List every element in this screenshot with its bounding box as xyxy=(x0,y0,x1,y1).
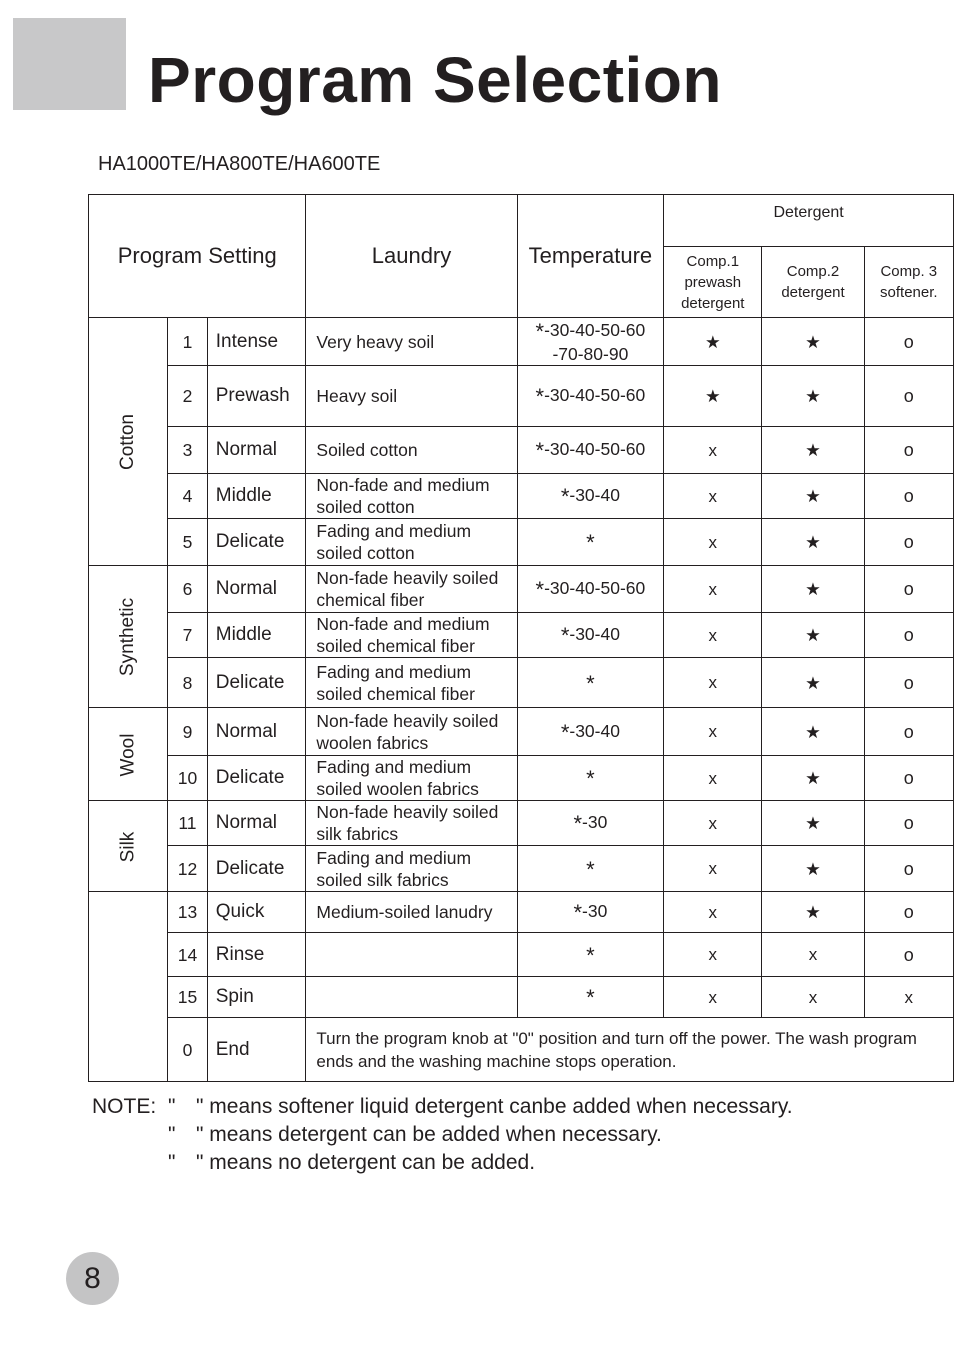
program-name: Delicate xyxy=(207,756,306,801)
comp3-cell xyxy=(864,427,953,474)
temperature-cell xyxy=(517,892,664,933)
header-comp2: Comp.2 detergent xyxy=(762,247,864,318)
header-gray-block xyxy=(13,18,126,110)
temperature-cell xyxy=(517,366,664,427)
comp1-cell xyxy=(664,474,762,519)
table-row-end xyxy=(89,1018,954,1082)
temperature-values: -30-40 xyxy=(569,720,620,741)
program-number: 10 xyxy=(168,756,208,801)
comp3-cell xyxy=(864,977,953,1018)
comp2-cell xyxy=(762,977,864,1018)
header-detergent: Detergent xyxy=(664,195,954,247)
laundry-cell: Non-fade and medium soiled cotton xyxy=(306,474,517,519)
circle-icon: o xyxy=(903,672,914,693)
program-name: Quick xyxy=(207,892,306,933)
program-number: 5 xyxy=(168,519,208,566)
temperature-cell xyxy=(517,756,664,801)
star-icon: ★ xyxy=(805,331,821,352)
program-name: Middle xyxy=(207,474,306,519)
comp1-cell xyxy=(664,846,762,892)
program-number: 11 xyxy=(168,801,208,846)
comp3-cell xyxy=(864,658,953,708)
x-mark-icon: x xyxy=(708,440,718,460)
star-icon: ★ xyxy=(805,625,821,645)
program-name: Delicate xyxy=(207,846,306,892)
category-cotton: Cotton xyxy=(89,318,168,566)
comp2-cell xyxy=(762,613,864,658)
comp3-cell xyxy=(864,519,953,566)
laundry-cell: Heavy soil xyxy=(306,366,517,427)
program-number: 6 xyxy=(168,566,208,613)
circle-icon: o xyxy=(903,331,914,352)
table-row xyxy=(89,474,954,519)
table-row xyxy=(89,801,954,846)
laundry-cell xyxy=(306,977,517,1018)
comp3-cell xyxy=(864,933,953,977)
comp1-cell xyxy=(664,756,762,801)
table-row xyxy=(89,613,954,658)
comp1-cell xyxy=(664,708,762,756)
laundry-cell: Fading and medium soiled silk fabrics xyxy=(306,846,517,892)
star-icon: ★ xyxy=(805,440,821,460)
table-row xyxy=(89,933,954,977)
comp3-cell xyxy=(864,756,953,801)
comp1-cell xyxy=(664,318,762,366)
program-number: 0 xyxy=(168,1018,208,1082)
temperature-cell xyxy=(517,801,664,846)
comp2-cell xyxy=(762,318,864,366)
comp2-cell xyxy=(762,566,864,613)
program-name: Rinse xyxy=(207,933,306,977)
temperature-cell xyxy=(517,846,664,892)
temperature-asterisk: * xyxy=(535,384,545,409)
comp1-cell xyxy=(664,613,762,658)
x-mark-icon: x xyxy=(708,813,718,833)
model-numbers: HA1000TE/HA800TE/HA600TE xyxy=(98,153,381,175)
temperature-asterisk: * xyxy=(586,766,595,791)
x-mark-icon: x xyxy=(708,987,718,1007)
comp3-cell xyxy=(864,613,953,658)
temperature-asterisk: * xyxy=(560,484,570,509)
temperature-cell xyxy=(517,427,664,474)
circle-icon: o xyxy=(903,486,914,506)
temperature-cell xyxy=(517,613,664,658)
laundry-cell: Fading and medium soiled chemical fiber xyxy=(306,658,517,708)
table-row xyxy=(89,892,954,933)
temperature-asterisk: * xyxy=(586,942,595,968)
comp3-cell xyxy=(864,318,953,366)
program-number: 4 xyxy=(168,474,208,519)
program-name: Intense xyxy=(207,318,306,366)
star-icon: ★ xyxy=(805,902,821,922)
program-number: 9 xyxy=(168,708,208,756)
comp3-cell xyxy=(864,892,953,933)
temperature-asterisk: * xyxy=(560,623,570,648)
temperature-values: -30-40-50-60 xyxy=(544,385,646,405)
temperature-asterisk: * xyxy=(573,811,583,836)
temperature-asterisk: * xyxy=(535,318,545,344)
program-name: Prewash xyxy=(207,366,306,427)
temperature-values: -30-40-50-60 xyxy=(544,578,646,598)
star-icon: ★ xyxy=(805,386,821,406)
temperature-values: -30-40-50-60 xyxy=(544,439,646,459)
circle-icon: o xyxy=(903,858,914,879)
temperature-asterisk: * xyxy=(586,985,595,1010)
temperature-cell xyxy=(517,566,664,613)
x-mark-icon: x xyxy=(904,987,914,1007)
comp2-cell xyxy=(762,933,864,977)
program-number: 8 xyxy=(168,658,208,708)
header-comp1: Comp.1 prewash detergent xyxy=(664,247,762,318)
x-mark-icon: x xyxy=(708,722,718,741)
circle-icon: o xyxy=(903,721,914,742)
temperature-values: -30-40 xyxy=(569,624,620,644)
temperature-asterisk: * xyxy=(586,856,595,882)
table-row xyxy=(89,846,954,892)
x-mark-icon: x xyxy=(708,673,718,692)
temperature-asterisk: * xyxy=(535,438,545,463)
comp2-cell xyxy=(762,519,864,566)
x-mark-icon: x xyxy=(708,486,718,506)
table-row xyxy=(89,977,954,1018)
program-name: Spin xyxy=(207,977,306,1018)
temperature-values: -30 xyxy=(582,812,608,832)
program-number: 15 xyxy=(168,977,208,1018)
comp3-cell xyxy=(864,474,953,519)
program-name: End xyxy=(207,1018,306,1082)
program-name: Normal xyxy=(207,566,306,613)
comp2-cell xyxy=(762,756,864,801)
temperature-values: -30-40 xyxy=(569,485,620,505)
laundry-cell: Fading and medium soiled woolen fabrics xyxy=(306,756,517,801)
temperature-cell xyxy=(517,519,664,566)
circle-icon: o xyxy=(903,579,914,599)
category-wool: Wool xyxy=(89,708,168,801)
temperature-cell xyxy=(517,474,664,519)
note-line: " means detergent can be added when necessary. xyxy=(196,1123,662,1146)
temperature-cell xyxy=(517,658,664,708)
page-number: 8 xyxy=(66,1252,119,1305)
program-number: 1 xyxy=(168,318,208,366)
circle-icon: o xyxy=(903,813,914,833)
comp2-cell xyxy=(762,846,864,892)
table-row xyxy=(89,708,954,756)
laundry-cell: Fading and medium soiled cotton xyxy=(306,519,517,566)
page-title: Program Selection xyxy=(148,44,722,116)
comp2-cell xyxy=(762,427,864,474)
star-icon: ★ xyxy=(805,486,821,506)
circle-icon: o xyxy=(903,386,914,406)
temperature-cell xyxy=(517,933,664,977)
header-laundry: Laundry xyxy=(306,195,517,318)
circle-icon: o xyxy=(903,902,914,922)
table-row xyxy=(89,366,954,427)
table-row xyxy=(89,756,954,801)
laundry-cell: Medium-soiled lanudry xyxy=(306,892,517,933)
temperature-cell xyxy=(517,318,664,366)
note-line: " means softener liquid detergent canbe added when necessary. xyxy=(196,1095,793,1118)
note-line: " means no detergent can be added. xyxy=(196,1151,536,1174)
comp1-cell xyxy=(664,366,762,427)
header-temperature: Temperature xyxy=(517,195,664,318)
category-synthetic: Synthetic xyxy=(89,566,168,708)
x-mark-icon: x xyxy=(708,532,718,552)
program-number: 3 xyxy=(168,427,208,474)
laundry-cell: Non-fade heavily soiled woolen fabrics xyxy=(306,708,517,756)
temperature-asterisk: * xyxy=(535,577,545,602)
x-mark-icon: x xyxy=(708,945,718,964)
program-name: Delicate xyxy=(207,519,306,566)
laundry-cell: Very heavy soil xyxy=(306,318,517,366)
table-row xyxy=(89,318,954,366)
table-row xyxy=(89,658,954,708)
star-icon: ★ xyxy=(805,672,821,693)
comp3-cell xyxy=(864,708,953,756)
comp2-cell xyxy=(762,474,864,519)
program-number: 13 xyxy=(168,892,208,933)
temperature-asterisk: * xyxy=(560,719,570,745)
program-name: Normal xyxy=(207,427,306,474)
header-comp3: Comp. 3 softener. xyxy=(864,247,953,318)
temperature-values: -30-40-50-60 -70-80-90 xyxy=(544,319,646,364)
program-number: 14 xyxy=(168,933,208,977)
x-mark-icon: x xyxy=(808,987,818,1007)
program-name: Normal xyxy=(207,801,306,846)
comp1-cell xyxy=(664,566,762,613)
table-row xyxy=(89,566,954,613)
program-name: Middle xyxy=(207,613,306,658)
note-quote-open: " xyxy=(168,1151,176,1174)
x-mark-icon: x xyxy=(808,945,818,964)
laundry-cell: Soiled cotton xyxy=(306,427,517,474)
star-icon: ★ xyxy=(805,768,821,788)
comp2-cell xyxy=(762,366,864,427)
x-mark-icon: x xyxy=(708,625,718,645)
star-icon: ★ xyxy=(704,386,721,406)
comp3-cell xyxy=(864,566,953,613)
temperature-values: -30 xyxy=(582,901,608,921)
circle-icon: o xyxy=(903,768,914,788)
note-label: NOTE: xyxy=(92,1095,157,1118)
circle-icon: o xyxy=(903,625,914,645)
circle-icon: o xyxy=(903,944,914,965)
end-description: Turn the program knob at "0" position and turn off the power. The wash program ends and the washing machine stops operation. xyxy=(306,1018,954,1082)
laundry-cell: Non-fade and medium soiled chemical fiber xyxy=(306,613,517,658)
comp3-cell xyxy=(864,801,953,846)
temperature-asterisk: * xyxy=(586,530,595,555)
header-program-setting: Program Setting xyxy=(89,195,306,318)
x-mark-icon: x xyxy=(708,768,718,788)
program-number: 7 xyxy=(168,613,208,658)
table-row xyxy=(89,427,954,474)
category-other xyxy=(89,892,168,1082)
category-silk: Silk xyxy=(89,801,168,892)
comp2-cell xyxy=(762,892,864,933)
program-name: Normal xyxy=(207,708,306,756)
temperature-cell xyxy=(517,977,664,1018)
x-mark-icon: x xyxy=(708,902,718,922)
x-mark-icon: x xyxy=(708,859,718,878)
comp2-cell xyxy=(762,801,864,846)
comp1-cell xyxy=(664,427,762,474)
comp2-cell xyxy=(762,658,864,708)
note-quote-open: " xyxy=(168,1123,176,1146)
star-icon: ★ xyxy=(805,579,821,599)
star-icon: ★ xyxy=(805,813,821,833)
comp2-cell xyxy=(762,708,864,756)
comp1-cell xyxy=(664,933,762,977)
star-icon: ★ xyxy=(805,721,821,742)
comp1-cell xyxy=(664,519,762,566)
table-row xyxy=(89,519,954,566)
x-mark-icon: x xyxy=(708,579,718,599)
comp3-cell xyxy=(864,846,953,892)
circle-icon: o xyxy=(903,440,914,460)
star-icon: ★ xyxy=(704,331,721,352)
note-quote-open: " xyxy=(168,1095,176,1118)
comp1-cell xyxy=(664,658,762,708)
comp1-cell xyxy=(664,977,762,1018)
comp1-cell xyxy=(664,892,762,933)
star-icon: ★ xyxy=(805,532,821,552)
comp3-cell xyxy=(864,366,953,427)
temperature-asterisk: * xyxy=(573,900,583,925)
laundry-cell xyxy=(306,933,517,977)
laundry-cell: Non-fade heavily soiled chemical fiber xyxy=(306,566,517,613)
program-name: Delicate xyxy=(207,658,306,708)
program-number: 12 xyxy=(168,846,208,892)
laundry-cell: Non-fade heavily soiled silk fabrics xyxy=(306,801,517,846)
program-table xyxy=(88,194,954,1082)
comp1-cell xyxy=(664,801,762,846)
temperature-asterisk: * xyxy=(586,670,595,696)
star-icon: ★ xyxy=(805,858,821,879)
temperature-cell xyxy=(517,708,664,756)
program-number: 2 xyxy=(168,366,208,427)
circle-icon: o xyxy=(903,532,914,552)
